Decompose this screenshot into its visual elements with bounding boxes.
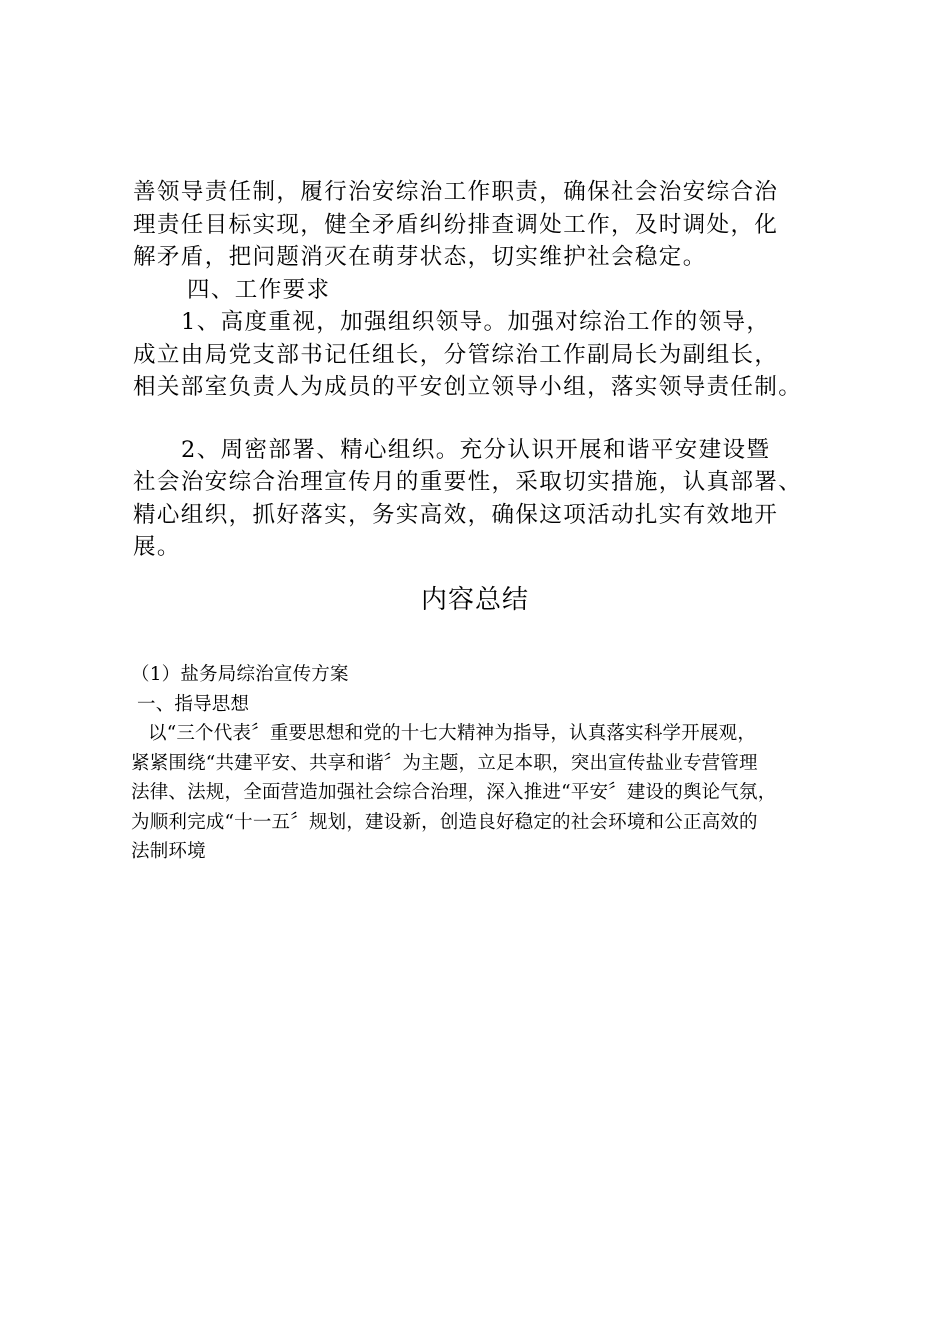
paragraph-line: 成立由局党支部书记任组长，分管综治工作副局长为副组长， bbox=[133, 341, 779, 368]
paragraph-gap bbox=[133, 404, 853, 434]
paragraph-line: 精心组织，抓好落实，务实高效，确保这项活动扎实有效地开 bbox=[133, 501, 779, 528]
summary-line: 紧紧围绕“共建平安、共享和谐〞为主题，立足本职，突出宣传盐业专营管理 bbox=[131, 752, 758, 774]
paragraph-line: 理责任目标实现，健全矛盾纠纷排查调处工作，及时调处，化 bbox=[133, 211, 779, 238]
paragraph-line: 2、周密部署、精心组织。充分认识开展和谐平安建设暨 bbox=[181, 436, 771, 463]
paragraph-line: 相关部室负责人为成员的平安创立领导小组，落实领导责任制。 bbox=[133, 374, 803, 400]
summary-line: 法制环境 bbox=[131, 841, 206, 862]
summary-line: 以“三个代表〞重要思想和党的十七大精神为指导，认真落实科学开展观， bbox=[148, 723, 757, 744]
summary-text bbox=[131, 660, 851, 867]
summary-line: 法律、法规，全面营造加强社会综合治理，深入推进“平安〞建设的舆论气氛， bbox=[131, 782, 777, 803]
paragraph-line: 善领导责任制，履行治安综治工作职责，确保社会治安综合治 bbox=[133, 179, 779, 205]
summary-title: 内容总结 bbox=[420, 585, 529, 615]
section-heading-work-requirements: 四、工作要求 bbox=[187, 276, 331, 303]
summary-heading: 一、指导思想 bbox=[137, 693, 250, 715]
summary-line: 为顺利完成“十一五〞规划，建设新，创造良好稳定的社会环境和公正高效的 bbox=[131, 811, 758, 833]
paragraph-line: 社会治安综合治理宣传月的重要性，采取切实措施，认真部署、 bbox=[133, 469, 803, 495]
body-text bbox=[133, 176, 853, 564]
paragraph-line: 解矛盾，把问题消灭在萌芽状态，切实维护社会稳定。 bbox=[133, 244, 707, 270]
summary-line: （1）盐务局综治宣传方案 bbox=[131, 664, 349, 685]
paragraph-line: 展。 bbox=[133, 534, 181, 560]
paragraph-line: 1、高度重视，加强组织领导。加强对综治工作的领导， bbox=[181, 309, 771, 335]
